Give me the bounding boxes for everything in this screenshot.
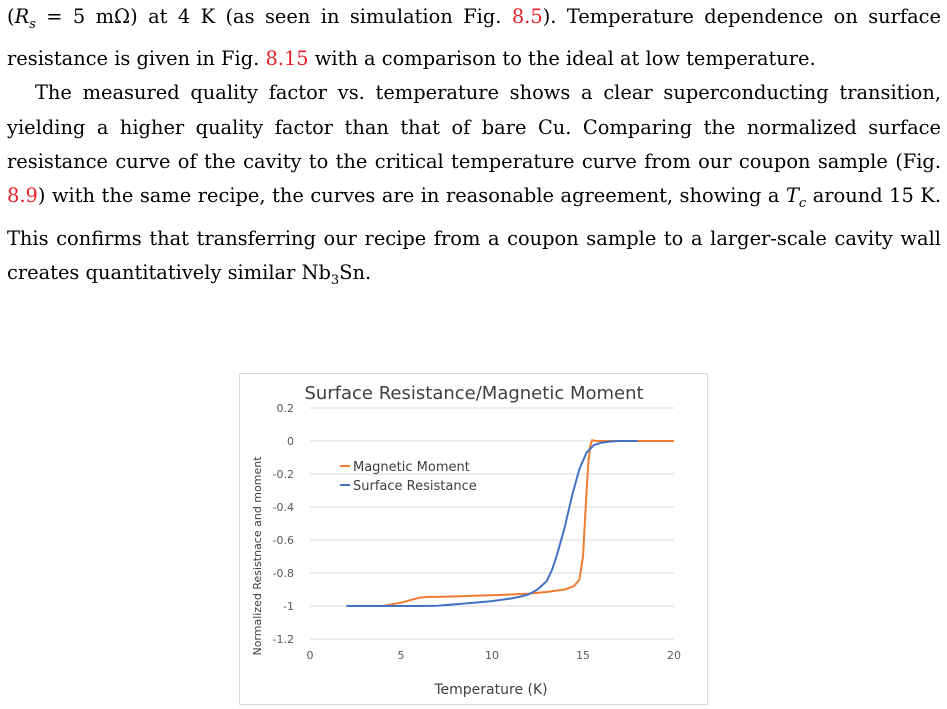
p1-text-b: with a comparison to the ideal at low temperature. <box>308 47 816 71</box>
rs-symbol: R <box>14 5 30 28</box>
p2-text-end: Sn. <box>339 260 372 284</box>
y-tick-label: -1.2 <box>272 633 294 646</box>
grid <box>310 408 674 639</box>
y-tick-label: -0.6 <box>272 534 294 547</box>
paragraph-1 <box>7 0 941 76</box>
x-axis-label: Temperature (K) <box>434 682 548 698</box>
body-text <box>7 0 941 298</box>
fig-ref-8-9[interactable]: 8.9 <box>7 184 38 208</box>
fig-ref-8-15[interactable]: 8.15 <box>265 47 309 71</box>
y-tick-label: -0.8 <box>272 567 294 580</box>
paragraph-2 <box>7 76 941 298</box>
y-ticks <box>273 402 294 646</box>
x-tick-label: 20 <box>667 649 681 662</box>
rs-value-text: = 5 mΩ) at 4 K (as seen in simulation Fig. <box>35 5 512 28</box>
tc-symbol: T <box>785 184 799 208</box>
y-tick-label: 0 <box>287 435 294 448</box>
x-ticks <box>307 649 682 662</box>
p2-text-c: around 15 K. This confirms that transferring our recipe from a coupon sample to a larger-scale cavity wall creates quantitatively similar Nb <box>7 184 941 284</box>
y-tick-label: 0.2 <box>276 402 294 415</box>
x-tick-label: 0 <box>306 649 314 662</box>
y-tick-label: -0.4 <box>272 501 294 514</box>
p1-text-a: ). Temperature dependence on surface resistance is given in Fig. <box>7 5 941 71</box>
y-tick-label: -1 <box>283 600 294 613</box>
legend-label-surface-resistance: Surface Resistance <box>353 479 477 494</box>
chart-title: Surface Resistance/Magnetic Moment <box>304 383 644 404</box>
p2-text-a: The measured quality factor vs. temperature shows a clear superconducting transition, yielding a higher quality factor than that of bare Cu. Comparing the normalized surface resistance curve of the cavity to the critical temperature curve from our coupon sample (Fig. <box>7 81 941 174</box>
x-tick-label: 10 <box>485 649 499 662</box>
chart-svg <box>240 374 709 706</box>
y-axis-label: Normalized Resistnace and moment <box>251 456 264 656</box>
nb3-subscript: 3 <box>330 272 340 288</box>
rs-subscript: s <box>29 16 36 32</box>
chart-figure <box>239 373 708 705</box>
legend-label-magnetic-moment: Magnetic Moment <box>353 460 470 475</box>
open-paren: ( <box>7 5 15 28</box>
x-tick-label: 5 <box>397 649 405 662</box>
legend <box>340 460 477 494</box>
tc-subscript: c <box>798 196 807 212</box>
p2-text-b: ) with the same recipe, the curves are in reasonable agreement, showing a <box>37 184 786 208</box>
y-tick-label: -0.2 <box>272 468 294 481</box>
x-tick-label: 15 <box>576 649 590 662</box>
fig-ref-8-5[interactable]: 8.5 <box>511 5 543 28</box>
